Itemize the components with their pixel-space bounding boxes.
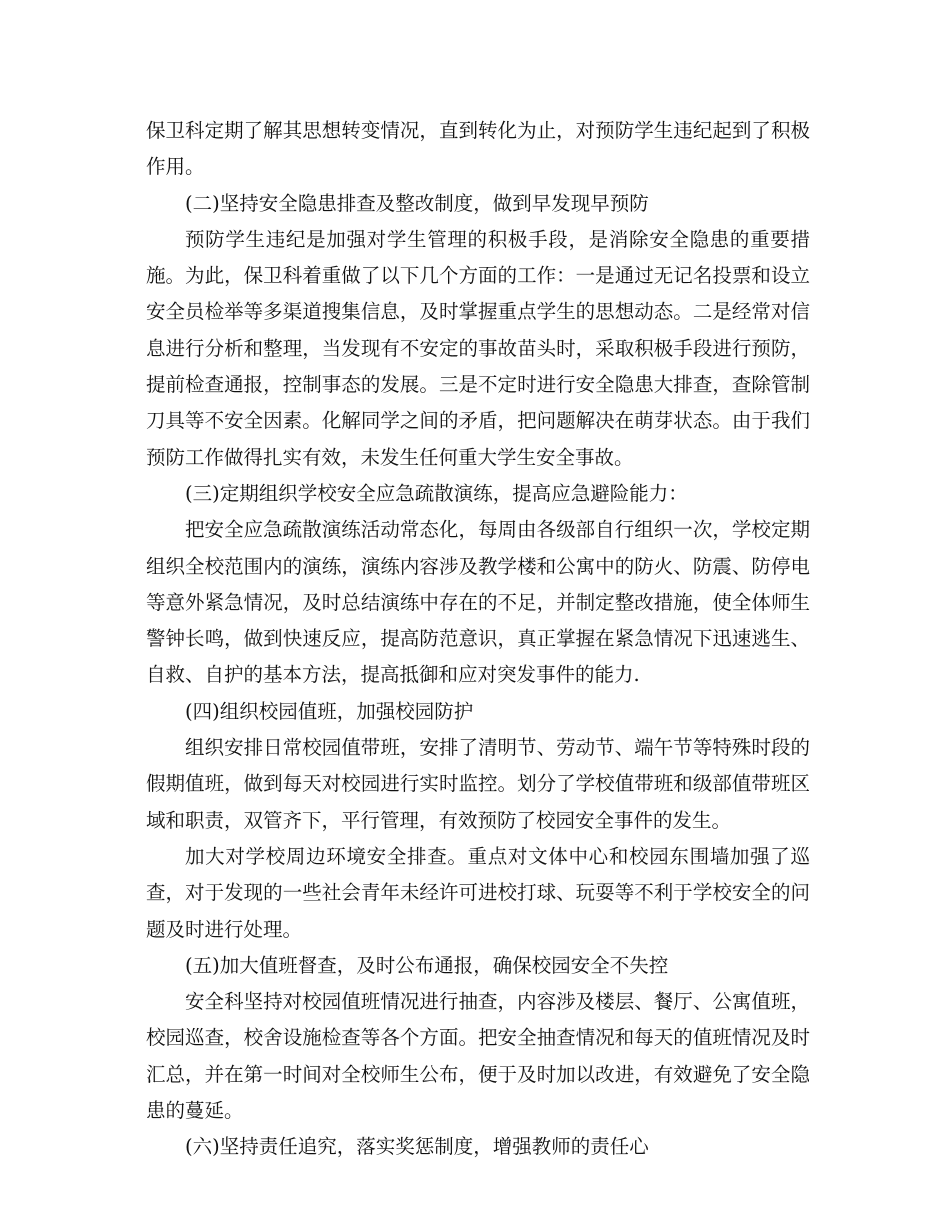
paragraph-body: 把安全应急疏散演练活动常态化，每周由各级部自行组织一次，学校定期组织全校范围内的演练，演练内容涉及教学楼和公寓中的防火、防震、防停电等意外紧急情况，及时总结演练中存在的不足，并制定整改措施，使全体师生警钟长鸣，做到快速反应，提高防范意识，真正掌握在紧急情况下迅速逃生、自救、自护的基本方法，提高抵御和应对突发事件的能力. xyxy=(146,518,810,687)
section-heading-4: (四)组织校园值班，加强校园防护 xyxy=(185,699,474,723)
paragraph-body: 组织安排日常校园值带班，安排了清明节、劳动节、端午节等特殊时段的假期值班，做到每天对校园进行实时监控。划分了学校值带班和级部值带班区域和职责，双管齐下，平行管理，有效预防了校园安全事件的发生。 xyxy=(146,736,810,832)
section-heading-2: (二)坚持安全隐患排查及整改制度，做到早发现早预防 xyxy=(185,191,649,215)
paragraph-continuation: 保卫科定期了解其思想转变情况，直到转化为止，对预防学生违纪起到了积极作用。 xyxy=(146,119,810,179)
paragraph-body: 预防学生违纪是加强对学生管理的积极手段，是消除安全隐患的重要措施。为此，保卫科着重做了以下几个方面的工作：一是通过无记名投票和设立安全员检举等多渠道搜集信息，及时掌握重点学生的思想动态。二是经常对信息进行分析和整理，当发现有不安定的事故苗头时，采取积极手段进行预防，提前检查通报，控制事态的发展。三是不定时进行安全隐患大排查，查除管制刀具等不安全因素。化解同学之间的矛盾，把问题解决在萌芽状态。由于我们预防工作做得扎实有效，未发生任何重大学生安全事故。 xyxy=(146,227,810,469)
section-heading-6: (六)坚持责任追究，落实奖惩制度，增强教师的责任心 xyxy=(185,1135,649,1159)
section-heading-3: (三)定期组织学校安全应急疏散演练，提高应急避险能力： xyxy=(185,481,688,505)
section-heading-5: (五)加大值班督查，及时公布通报，确保校园安全不失控 xyxy=(185,953,669,977)
paragraph-body: 安全科坚持对校园值班情况进行抽查，内容涉及楼层、餐厅、公寓值班，校园巡查，校舍设施检查等各个方面。把安全抽查情况和每天的值班情况及时汇总，并在第一时间对全校师生公布，便于及时加以改进，有效避免了安全隐患的蔓延。 xyxy=(146,990,810,1123)
document-page xyxy=(146,113,810,1166)
paragraph-body: 加大对学校周边环境安全排查。重点对文体中心和校园东围墙加强了巡查，对于发现的一些社会青年未经许可进校打球、玩耍等不利于学校安全的问题及时进行处理。 xyxy=(146,844,810,941)
